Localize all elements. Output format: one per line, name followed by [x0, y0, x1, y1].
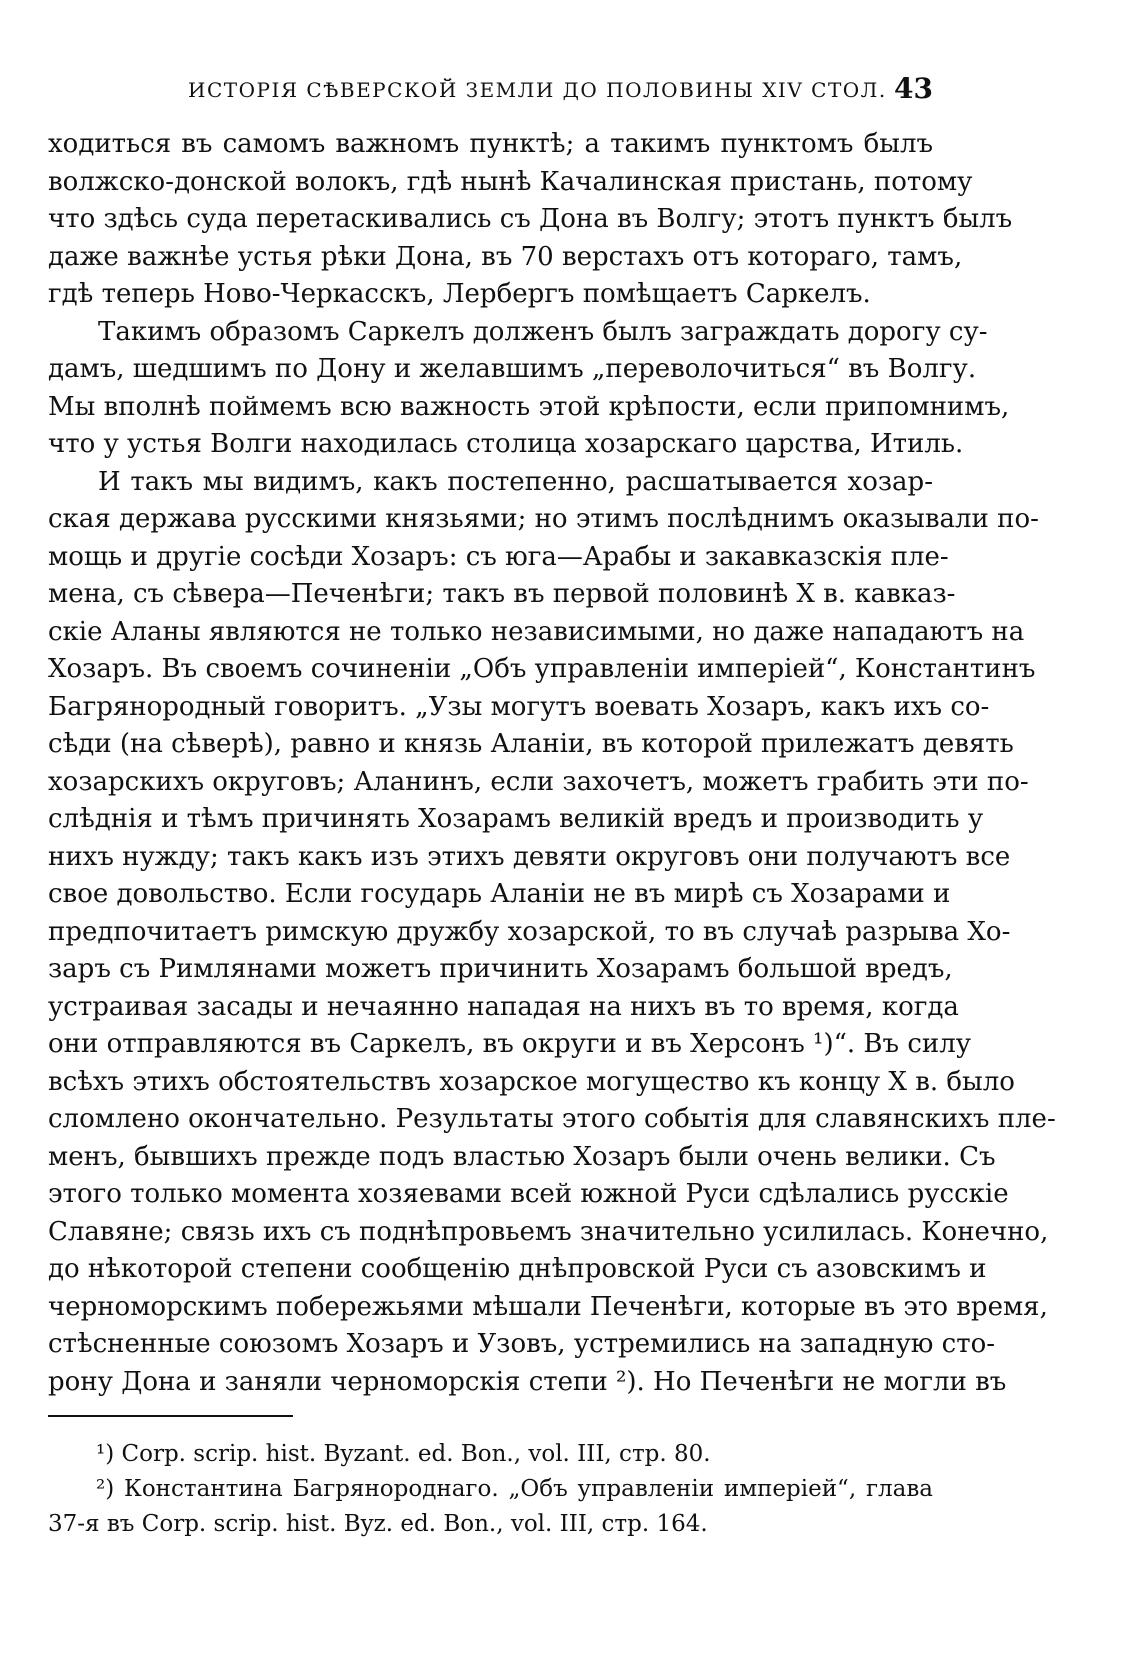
text-line: мощь и другіе сосѣди Хозаръ: съ юга—Арабы и закавказскія пле- [48, 541, 949, 572]
text-line: до нѣкоторой степени сообщенію днѣпровской Руси съ азовскимъ и [48, 1254, 987, 1284]
text-line: Хозаръ. Въ своемъ сочиненіи „Объ управленіи имперіей“, Константинъ [48, 654, 1036, 684]
text-line: ская держава русскими князьями; но этимъ послѣднимъ оказывали по- [48, 504, 1039, 534]
text-line: скіе Аланы являются не только независимыми, но даже нападаютъ на [48, 616, 1025, 647]
text-line: мена, съ сѣвера—Печенѣги; такъ въ первой половинѣ X в. кавказ- [48, 579, 956, 609]
text-line: что у устья Волги находилась столица хозарскаго царства, Итиль. [48, 429, 964, 459]
text-line: они отправляются въ Саркелъ, въ округи и въ Херсонъ ¹)“. Въ силу [48, 1029, 972, 1059]
text-line: менъ, бывшихъ прежде подъ властью Хозаръ были очень велики. Съ [48, 1141, 996, 1172]
running-head [48, 70, 933, 110]
text-line: Славяне; связь ихъ съ поднѣпровьемъ значительно усилилась. Конечно, [48, 1216, 1049, 1247]
footnote-divider [48, 1415, 293, 1417]
text-line: этого только момента хозяевами всей южной Руси сдѣлались русскіе [48, 1179, 1009, 1209]
text-line: Мы вполнѣ поймемъ всю важность этой крѣпости, если припомнимъ, [48, 391, 1010, 422]
text-line: сѣди (на сѣверѣ), равно и князь Аланіи, въ которой прилежатъ девять [48, 729, 1014, 759]
text-line: И такъ мы видимъ, какъ постепенно, расшатывается хозар- [98, 466, 933, 497]
text-line: нихъ нужду; такъ какъ изъ этихъ девяти округовъ они получаютъ все [48, 841, 1011, 872]
text-line: стѣсненные союзомъ Хозаръ и Узовъ, устремились на западную сто- [48, 1329, 996, 1359]
text-line: хозарскихъ округовъ; Аланинъ, если захочетъ, можетъ грабить эти по- [48, 766, 1029, 797]
text-line: Такимъ образомъ Саркелъ долженъ былъ заграждать дорогу су- [98, 316, 988, 347]
body-text [48, 126, 1056, 1401]
footnotes [48, 1437, 933, 1542]
text-line: Багрянородный говоритъ. „Узы могутъ воевать Хозаръ, какъ ихъ со- [48, 691, 990, 722]
text-line: волжско-донской волокъ, гдѣ нынѣ Качалинская пристань, потому [48, 166, 973, 197]
text-line: слѣднія и тѣмъ причинять Хозарамъ великій вредъ и производить у [48, 804, 984, 834]
text-line: что здѣсь суда перетаскивались съ Дона въ Волгу; этотъ пунктъ былъ [48, 204, 1013, 234]
text-line: сломлено окончательно. Результаты этого событія для славянскихъ пле- [48, 1104, 1056, 1134]
text-line: устраивая засады и нечаянно нападая на нихъ въ то время, когда [48, 991, 959, 1022]
text-line: предпочитаетъ римскую дружбу хозарской, то въ случаѣ разрыва Хо- [48, 916, 1011, 947]
text-line: гдѣ теперь Ново-Черкасскъ, Лербергъ помѣщаетъ Саркелъ. [48, 279, 871, 309]
text-line: всѣхъ этихъ обстоятельствъ хозарское могущество къ концу X в. было [48, 1066, 1015, 1097]
text-line: черноморскимъ побережьями мѣшали Печенѣги, которые въ это время, [48, 1291, 1048, 1322]
text-line: даже важнѣе устья рѣки Дона, въ 70 верстахъ отъ котораго, тамъ, [48, 241, 963, 272]
running-title: ИСТОРІЯ СѢВЕРСКОЙ ЗЕМЛИ ДО ПОЛОВИНЫ XIV СТОЛ. [188, 78, 887, 102]
text-line: дамъ, шедшимъ по Дону и желавшимъ „переволочиться“ въ Волгу. [48, 354, 977, 384]
footnote-2-line-2: 37-я въ Corp. scrip. hist. Byz. ed. Bon., vol. III, стр. 164. [48, 1511, 708, 1537]
text-line: заръ съ Римлянами можетъ причинить Хозарамъ большой вредъ, [48, 954, 953, 984]
footnote-1: ¹) Corp. scrip. hist. Byzant. ed. Bon., vol. III, стр. 80. [96, 1441, 711, 1467]
page-number: 43 [894, 72, 933, 105]
text-line: ходиться въ самомъ важномъ пунктѣ; а такимъ пунктомъ былъ [48, 129, 933, 159]
footnote-2-line-1: ²) Константина Багрянороднаго. „Объ управленіи имперіей“, глава [96, 1476, 933, 1502]
text-line: рону Дона и заняли черноморскія степи ²). Но Печенѣги не могли въ [48, 1366, 1007, 1397]
text-line: свое довольство. Если государь Аланіи не въ мирѣ съ Хозарами и [48, 879, 951, 909]
